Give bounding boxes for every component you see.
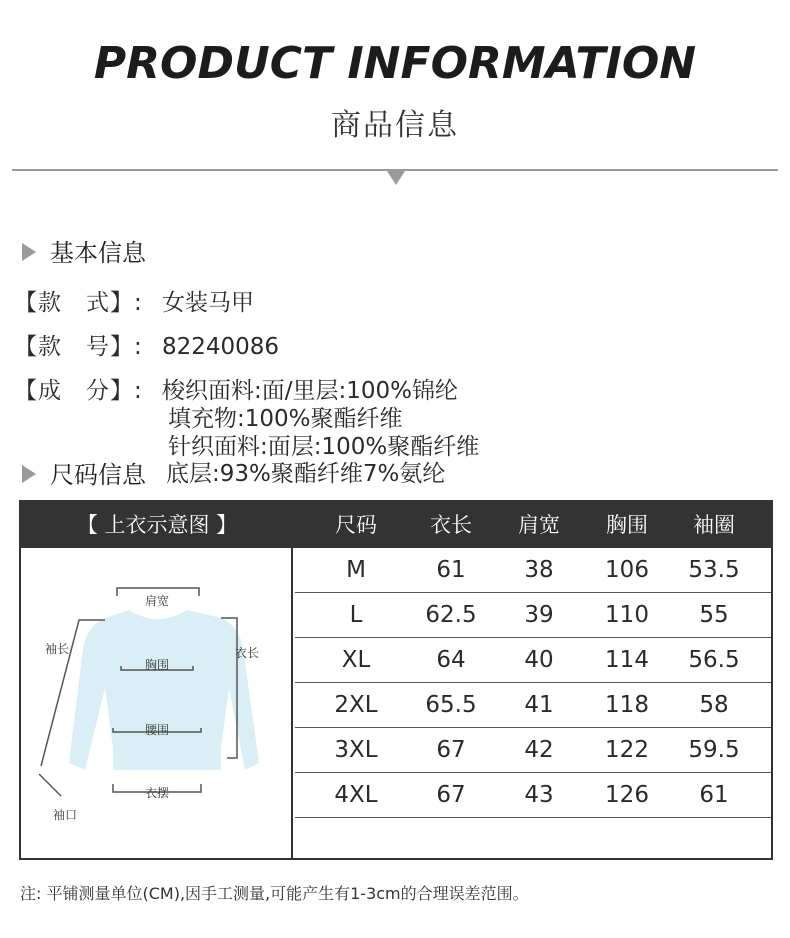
basic-info-title: 基本信息 — [50, 239, 146, 267]
col-header-shoulder: 肩宽 — [518, 513, 560, 537]
cell-chest: 118 — [605, 692, 649, 718]
diagram-label-length: 衣长 — [235, 646, 260, 660]
size-row-3xl — [295, 728, 771, 773]
cell-chest: 126 — [605, 782, 649, 808]
cell-size: 3XL — [334, 737, 378, 763]
cell-length: 61 — [436, 557, 466, 583]
cell-shoulder: 38 — [524, 557, 554, 583]
composition-value-4: 底层:93%聚酯纤维7%氨纶 — [166, 461, 446, 487]
diagram-label-sleeve-length: 袖长 — [45, 642, 70, 656]
cell-length: 65.5 — [425, 692, 477, 718]
measurement-note: 注: 平铺测量单位(CM),因手工测量,可能产生有1-3cm的合理误差范围。 — [20, 884, 529, 903]
size-table — [19, 500, 773, 860]
cell-armhole: 53.5 — [688, 557, 740, 583]
col-header-chest: 胸围 — [606, 513, 648, 537]
cell-armhole: 61 — [699, 782, 729, 808]
cell-armhole: 58 — [699, 692, 729, 718]
number-value: 82240086 — [162, 334, 280, 360]
cell-size: L — [349, 602, 363, 628]
diagram-label-cuff: 袖口 — [53, 808, 78, 822]
triangle-bullet-icon — [22, 243, 36, 261]
size-info-title: 尺码信息 — [50, 461, 146, 489]
col-header-size: 尺码 — [335, 513, 377, 537]
diagram-label-waist: 腰围 — [145, 723, 170, 737]
style-line — [14, 284, 254, 317]
composition-value-1: 梭织面料:面/里层:100%锦纶 — [162, 378, 459, 404]
size-row-xl — [295, 638, 771, 683]
diagram-label-shoulder: 肩宽 — [145, 594, 170, 608]
cell-length: 67 — [436, 737, 466, 763]
number-key: 【款 号】: — [14, 334, 143, 360]
size-row-m — [295, 548, 771, 593]
cell-chest: 106 — [605, 557, 649, 583]
number-line — [14, 328, 279, 361]
composition-value-3: 针织面料:面层:100%聚酯纤维 — [168, 434, 480, 460]
style-value: 女装马甲 — [162, 290, 254, 316]
composition-key: 【成 分】: — [14, 378, 143, 404]
triangle-bullet-icon — [22, 465, 36, 483]
garment-shape — [69, 610, 259, 770]
diagram-label-chest: 胸围 — [145, 658, 170, 672]
cell-chest: 114 — [605, 647, 649, 673]
size-info-heading — [22, 455, 146, 490]
size-row-2xl — [295, 683, 771, 728]
cell-size: 2XL — [334, 692, 378, 718]
cell-size: 4XL — [334, 782, 378, 808]
cell-shoulder: 42 — [524, 737, 554, 763]
cell-shoulder: 39 — [524, 602, 554, 628]
cell-armhole: 59.5 — [688, 737, 740, 763]
cell-shoulder: 41 — [524, 692, 554, 718]
page-title-en: PRODUCT INFORMATION — [93, 38, 697, 89]
diagram-label-hem: 衣摆 — [145, 786, 170, 800]
page-title-cn: 商品信息 — [331, 108, 459, 143]
cell-length: 67 — [436, 782, 466, 808]
col-header-length: 衣长 — [430, 513, 472, 537]
cell-chest: 110 — [605, 602, 649, 628]
basic-info-heading — [22, 233, 146, 268]
style-key: 【款 式】: — [14, 290, 143, 316]
cell-shoulder: 40 — [524, 647, 554, 673]
col-header-armhole: 袖圈 — [693, 513, 735, 537]
composition-value-2: 填充物:100%聚酯纤维 — [168, 406, 403, 432]
cell-size: XL — [341, 647, 371, 673]
cell-length: 64 — [436, 647, 466, 673]
size-row-4xl — [295, 773, 771, 818]
garment-diagram-cell — [21, 548, 293, 858]
divider-arrow-icon — [387, 171, 405, 185]
size-row-l — [295, 593, 771, 638]
cell-armhole: 56.5 — [688, 647, 740, 673]
cell-size: M — [346, 557, 366, 583]
size-table-header — [21, 502, 771, 548]
cell-shoulder: 43 — [524, 782, 554, 808]
cell-armhole: 55 — [699, 602, 729, 628]
cell-length: 62.5 — [425, 602, 477, 628]
diagram-header: 【 上衣示意图 】 — [76, 513, 238, 537]
cell-chest: 122 — [605, 737, 649, 763]
